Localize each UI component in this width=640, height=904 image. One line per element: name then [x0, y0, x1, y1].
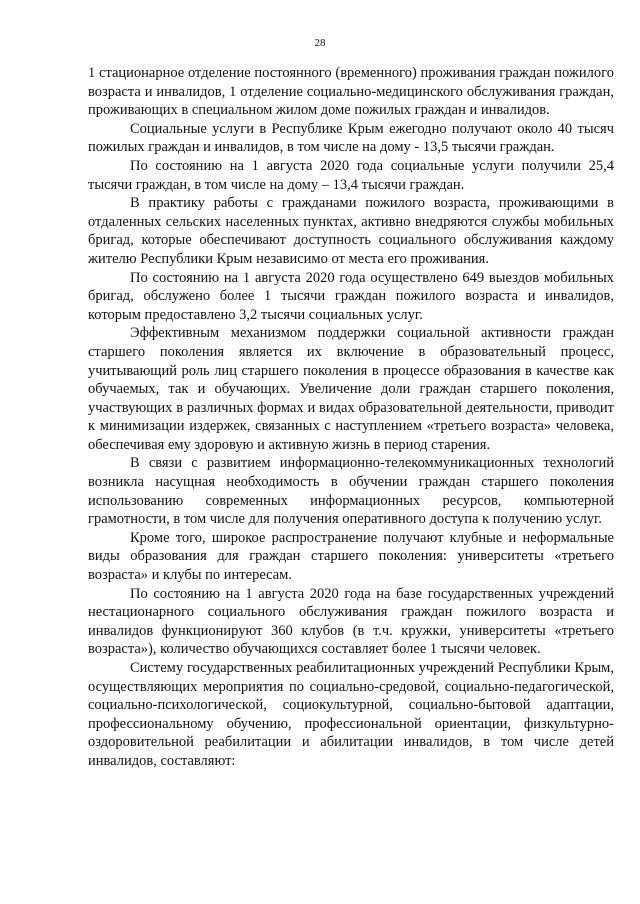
paragraph-4: В практику работы с гражданами пожилого возраста, проживающими в отдаленных сельских населенных пунктах, активно внедряются службы мобильных бригад, которые обеспечивают доступность социального обслуживания каждому жителю Республики Крым независимо от места его проживания.: [88, 195, 614, 267]
paragraph-3: По состоянию на 1 августа 2020 года социальные услуги получили 25,4 тысячи граждан, в том числе на дому – 13,4 тысячи граждан.: [88, 157, 614, 193]
paragraph-9: По состоянию на 1 августа 2020 года на базе государственных учреждений нестационарного социального обслуживания граждан пожилого возраста и инвалидов функционируют 360 клубов (в т.ч. кружки, университеты «третьего возраста»), количество обучающихся составляет более 1 тысячи человек.: [88, 585, 614, 658]
paragraph-1: 1 стационарное отделение постоянного (временного) проживания граждан пожилого возраста и инвалидов, 1 отделение социально-медицинского обслуживания граждан, проживающих в специальном жилом доме пожилых граждан и инвалидов.: [88, 65, 614, 119]
page-number: 28: [314, 37, 326, 49]
paragraph-6: Эффективным механизмом поддержки социальной активности граждан старшего поколения является их включение в образовательный процесс, учитывающий роль лиц старшего поколения в процессе образования в качестве как обучаемых, так и обучающих. Увеличение доли граждан старшего поколения, участвующих в различных формах и видах образовательной деятельности, приводит к минимизации издержек, связанных с наступлением «третьего возраста» человека, обеспечивая ему здоровую и активную жизнь в период старения.: [88, 325, 614, 453]
document-body: [88, 64, 614, 771]
paragraph-10: Систему государственных реабилитационных учреждений Республики Крым, осуществляющих мероприятия по социально-средовой, социально-педагогической, социально-психологической, социокультурной, социально-бытовой адаптации, профессиональному обучению, профессиональной ориентации, физкультурно-оздоровительной реабилитации и абилитации инвалидов, в том числе детей инвалидов, составляют:: [88, 660, 614, 769]
paragraph-2: Социальные услуги в Республике Крым ежегодно получают около 40 тысяч пожилых граждан и инвалидов, в том числе на дому - 13,5 тысячи граждан.: [88, 120, 614, 156]
paragraph-7: В связи с развитием информационно-телекоммуникационных технологий возникла насущная необходимость в обучении граждан старшего поколения использованию современных информационных ресурсов, компьютерной грамотности, в том числе для получения оперативного доступа к получению услуг.: [88, 455, 614, 528]
paragraph-5: По состоянию на 1 августа 2020 года осуществлено 649 выездов мобильных бригад, обслужено более 1 тысячи граждан пожилого возраста и инвалидов, которым предоставлено 3,2 тысячи социальных услуг.: [88, 269, 614, 323]
paragraph-8: Кроме того, широкое распространение получают клубные и неформальные виды образования для граждан старшего поколения: университеты «третьего возраста» и клубы по интересам.: [88, 529, 614, 584]
